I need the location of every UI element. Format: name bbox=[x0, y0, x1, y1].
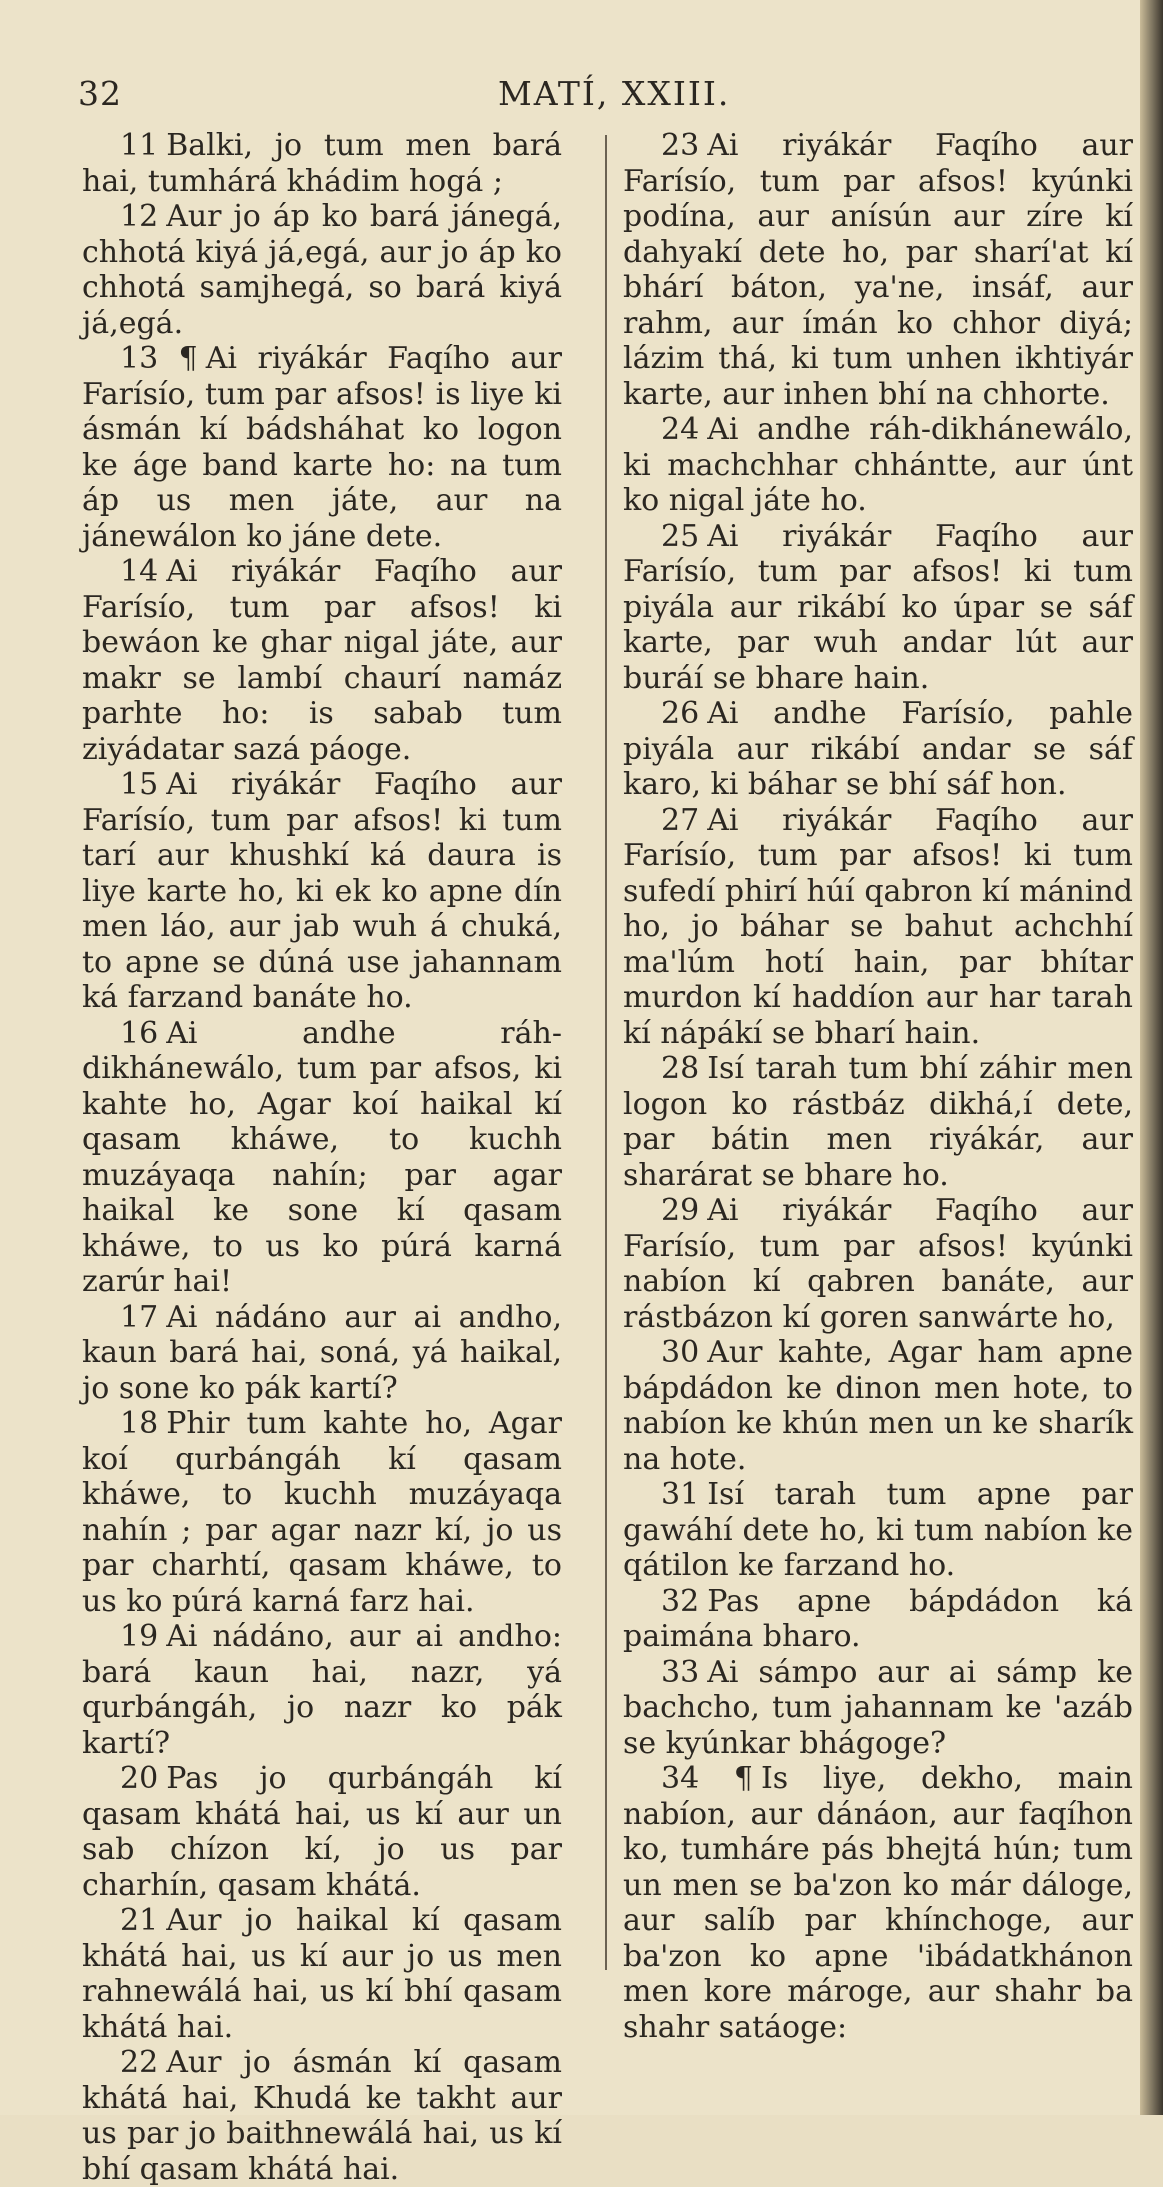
verse-text: Ai riyákár Faqího aur Farísío, tum par afsos! ki tum tarí aur khushkí ká daura is liye karte ho, ki ek ko apne dín men láo, aur jab wuh á chuká, to apne se dúná use jahannam ká farzand banáte ho. bbox=[82, 767, 562, 1015]
verse-text: Aur jo ásmán kí qasam khátá hai, Khudá ke takht aur us par jo baithnewálá hai, us kí bhí qasam khátá hai. bbox=[82, 2045, 562, 2187]
page-edge bbox=[1140, 0, 1163, 2115]
verse-number: 24 bbox=[661, 412, 700, 447]
verse-number: 25 bbox=[661, 518, 700, 554]
verse-number: 19 bbox=[120, 1619, 159, 1654]
verse-text: Ai riyákár Faqího aur Farísío, tum par afsos! kyúnki podína, aur anísún aur zíre kí dahyakí dete ho, par sharí'at kí bhárí báton, ya'ne, insáf, aur rahm, aur ímán ko chhor diyá; lázim thá, ki tum unhen ikhtiyár karte, aur inhen bhí na chhorte. bbox=[623, 128, 1133, 412]
verse-text: Ai riyákár Faqího aur Farísío, tum par afsos! ki tum piyála aur rikábí ko úpar se sáf karte, par wuh andar lút aur buráí se bhare hain. bbox=[623, 518, 1133, 696]
verse bbox=[82, 1761, 562, 1903]
verse-number: 28 bbox=[661, 1051, 700, 1086]
verse-text: Ai riyákár Faqího aur Farísío, tum par afsos! is liye ki ásmán kí bádsháhat ko logon ke áge band karte ho: na tum áp us men játe, aur na jánewálon ko jáne dete. bbox=[82, 341, 563, 554]
verse-number: 27 bbox=[661, 802, 700, 838]
verse-number: 18 bbox=[120, 1406, 159, 1441]
verse-number: 30 bbox=[661, 1335, 700, 1370]
verse-text: Ai nádáno aur ai andho, kaun bará hai, soná, yá haikal, jo sone ko pák kartí? bbox=[82, 1299, 562, 1406]
verse-text: Pas apne bápdádon ká paimána bharo. bbox=[623, 1583, 1133, 1654]
verse bbox=[82, 1619, 562, 1761]
verse-number: 21 bbox=[120, 1903, 159, 1938]
verse-number: 12 bbox=[120, 199, 159, 234]
verse-text: Is liye, dekho, main nabíon, aur dánáon, aur faqíhon ko, tumháre pás bhejtá hún; tum un men se ba'zon ko már dáloge, aur salíb par khínchoge, aur ba'zon ko apne 'ibádatkhánon men kore mároge, aur shahr ba shahr satáoge: bbox=[623, 1761, 1133, 2045]
verse-text: Aur jo haikal kí qasam khátá hai, us kí aur jo us men rahnewálá hai, us kí bhí qasam khátá hai. bbox=[82, 1903, 562, 2045]
verse-number: 29 bbox=[661, 1193, 700, 1228]
page-number: 32 bbox=[78, 74, 122, 113]
verse-text: Aur jo áp ko bará jánegá, chhotá kiyá já,egá, aur jo áp ko chhotá samjhegá, so bará kiyá já,egá. bbox=[82, 199, 562, 341]
verse-text: Ai andhe ráh-dikhánewálo, ki machchhar chhántte, aur únt ko nigal játe ho. bbox=[623, 412, 1133, 518]
verse bbox=[82, 554, 562, 767]
verse bbox=[623, 1051, 1133, 1193]
verse bbox=[623, 803, 1133, 1052]
verse-number: 23 bbox=[661, 128, 700, 163]
verse-number: 22 bbox=[120, 2045, 159, 2080]
verse-text: Ai riyákár Faqího aur Farísío, tum par afsos! ki tum sufedí phirí húí qabron kí mánind ho, jo báhar se bahut achchhí ma'lúm hotí hain, par bhítar murdon kí haddíon aur har tarah kí nápákí se bharí hain. bbox=[623, 802, 1133, 1051]
verse bbox=[82, 1300, 562, 1407]
left-column bbox=[82, 128, 562, 2187]
verse-number: 17 bbox=[120, 1299, 159, 1335]
verse-text: Isí tarah tum apne par gawáhí dete ho, ki tum nabíon ke qátilon ke farzand ho. bbox=[623, 1477, 1133, 1583]
verse bbox=[82, 1903, 562, 2045]
verse bbox=[82, 128, 562, 199]
verse bbox=[623, 1761, 1133, 2045]
verse-number: 32 bbox=[661, 1583, 700, 1619]
verse-number: 15 bbox=[120, 767, 159, 802]
verse-text: Phir tum kahte ho, Agar koí qurbángáh kí qasam kháwe, to kuchh muzáyaqa nahín ; par agar nazr kí, jo us par charhtí, qasam kháwe, to us ko púrá karná farz hai. bbox=[82, 1406, 562, 1619]
verse bbox=[623, 696, 1133, 803]
verse-text: Ai sámpo aur ai sámp ke bachcho, tum jahannam ke 'azáb se kyúnkar bhágoge? bbox=[623, 1654, 1133, 1761]
right-column bbox=[623, 128, 1133, 2045]
verse bbox=[82, 341, 562, 554]
verse-number: 14 bbox=[120, 554, 159, 589]
verse-number: 16 bbox=[120, 1015, 159, 1051]
verse-text: Aur kahte, Agar ham apne bápdádon ke dinon men hote, to nabíon ke khún men un ke sharík na hote. bbox=[623, 1335, 1133, 1477]
running-head: MATÍ, XXIII. bbox=[498, 74, 731, 113]
verse-number: 26 bbox=[661, 696, 700, 731]
verse-text: Ai andhe Farísío, pahle piyála aur rikábí andar se sáf karo, ki báhar se bhí sáf hon. bbox=[623, 696, 1133, 802]
verse bbox=[623, 1584, 1133, 1655]
verse bbox=[623, 128, 1133, 412]
verse-number: 34 ¶ bbox=[661, 1761, 753, 1796]
verse-text: Ai andhe ráh-dikhánewálo, tum par afsos, ki kahte ho, Agar koí haikal kí qasam kháwe, to kuchh muzáyaqa nahín; par agar haikal ke sone kí qasam kháwe, to us ko púrá karná zarúr hai! bbox=[82, 1015, 562, 1299]
verse-number: 20 bbox=[120, 1761, 159, 1796]
verse-text: Ai riyákár Faqího aur Farísío, tum par afsos! ki bewáon ke ghar nigal játe, aur makr se lambí chaurí namáz parhte ho: is sabab tum ziyádatar sazá páoge. bbox=[82, 554, 562, 767]
verse bbox=[82, 1406, 562, 1619]
verse bbox=[82, 1016, 562, 1300]
verse-text: Isí tarah tum bhí záhir men logon ko rástbáz dikhá,í dete, par bátin men riyákár, aur sharárat se bhare ho. bbox=[623, 1051, 1133, 1193]
verse bbox=[82, 767, 562, 1016]
verse bbox=[623, 412, 1133, 519]
page-header bbox=[78, 74, 1128, 124]
verse bbox=[623, 1477, 1133, 1584]
verse-text: Balki, jo tum men bará hai, tumhárá khádim hogá ; bbox=[82, 128, 562, 199]
verse-number: 11 bbox=[120, 128, 159, 163]
verse-text: Ai riyákár Faqího aur Farísío, tum par afsos! kyúnki nabíon kí qabren banáte, aur rástbázon kí goren sanwárte ho, bbox=[623, 1193, 1133, 1335]
verse-text: Ai nádáno, aur ai andho: bará kaun hai, nazr, yá qurbángáh, jo nazr ko pák kartí? bbox=[82, 1619, 562, 1761]
verse bbox=[623, 1655, 1133, 1762]
verse bbox=[82, 2045, 562, 2187]
verse bbox=[82, 199, 562, 341]
verse bbox=[623, 1193, 1133, 1335]
verse bbox=[623, 519, 1133, 697]
verse bbox=[623, 1335, 1133, 1477]
verse-number: 31 bbox=[661, 1477, 700, 1512]
verse-text: Pas jo qurbángáh kí qasam khátá hai, us kí aur un sab chízon kí, jo us par charhín, qasam khátá. bbox=[82, 1761, 562, 1903]
verse-number: 13 ¶ bbox=[120, 341, 198, 376]
verse-number: 33 bbox=[661, 1654, 700, 1690]
column-divider bbox=[605, 135, 607, 1970]
